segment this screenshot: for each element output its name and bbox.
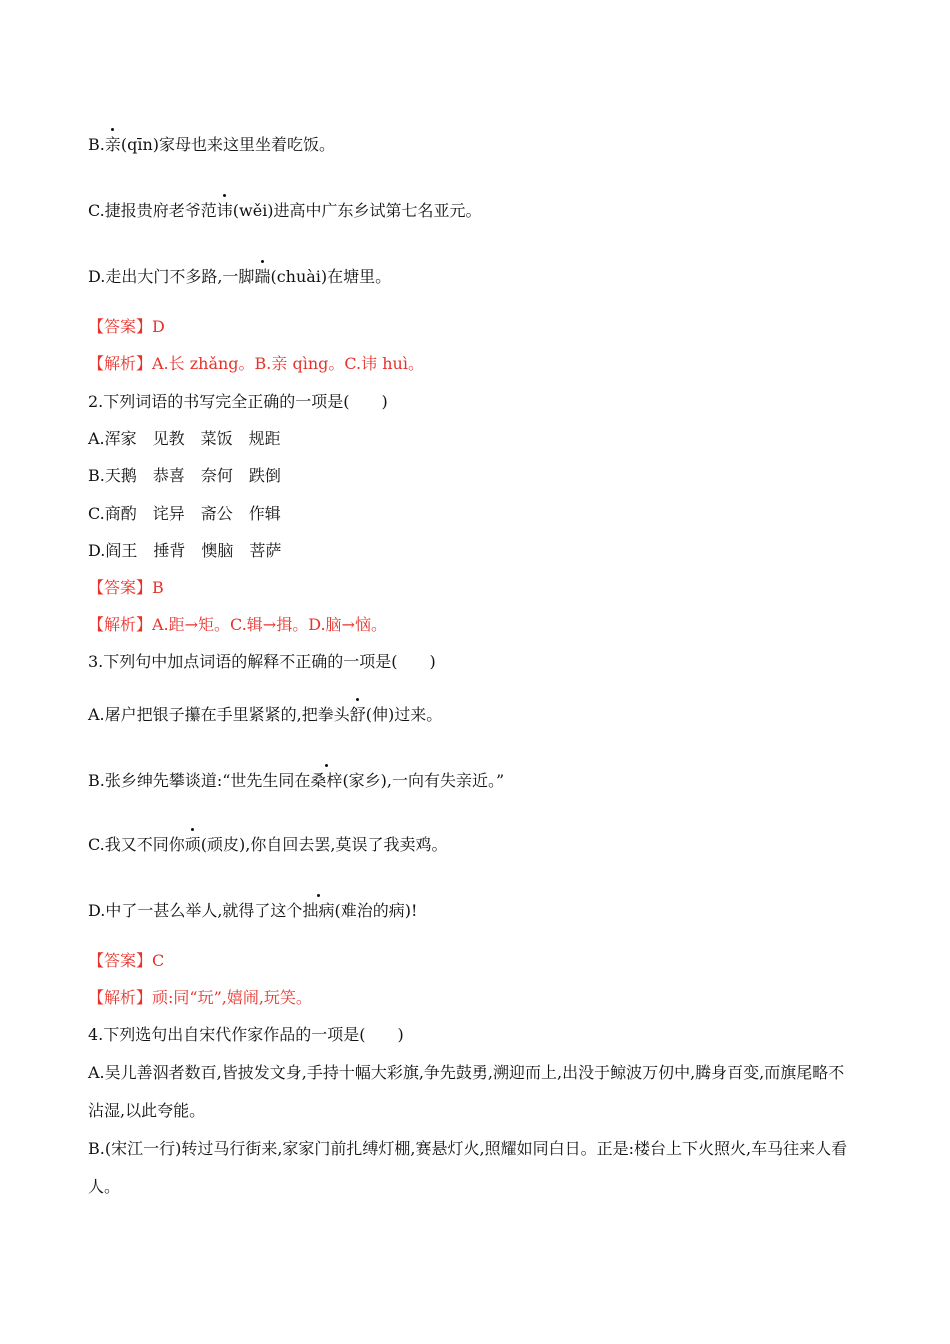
q4-question: 4.下列选句出自宋代作家作品的一项是( ) xyxy=(88,1025,404,1044)
option-text: (顽皮),你自回去罢,莫误了我卖鸡。 xyxy=(200,835,448,854)
dotted-char: 顽 xyxy=(184,835,201,854)
dotted-char: 桑梓 xyxy=(310,771,343,790)
q3-analysis: 【解析】顽:同“玩”,嬉闹,玩笑。 xyxy=(88,988,312,1007)
option-text: (chuài)在塘里。 xyxy=(270,267,392,286)
q1-analysis: 【解析】A.长 zhǎng。B.亲 qìng。C.讳 huì。 xyxy=(88,354,424,373)
dotted-char: 讳 xyxy=(216,201,233,220)
q3-option-d xyxy=(88,900,417,922)
option-text: D.中了一甚么举人,就得了这个 xyxy=(88,901,303,920)
option-text: B. xyxy=(88,135,105,154)
option-text: D.走出大门不多路,一脚 xyxy=(88,267,255,286)
q2-option-b: B.天鹅 恭喜 奈何 跌倒 xyxy=(88,466,281,485)
q1-option-b xyxy=(88,134,335,156)
q2-answer: 【答案】B xyxy=(88,578,164,597)
q3-question: 3.下列句中加点词语的解释不正确的一项是( ) xyxy=(88,652,436,671)
q2-analysis: 【解析】A.距→矩。C.辑→揖。D.脑→恼。 xyxy=(88,615,387,634)
dotted-char: 舒 xyxy=(349,705,366,724)
option-text: (qīn)家母也来这里坐着吃饭。 xyxy=(120,135,336,154)
q3-option-c xyxy=(88,834,447,856)
q2-option-a: A.浑家 见教 菜饭 规距 xyxy=(88,429,281,448)
option-text: (家乡),一向有失亲近。” xyxy=(342,771,505,790)
q1-answer: 【答案】D xyxy=(88,317,165,336)
option-text: C.捷报贵府老爷范 xyxy=(88,201,217,220)
q4-option-a: A.吴儿善泅者数百,皆披发文身,手持十幅大彩旗,争先鼓勇,溯迎而上,出没于鲸波万仞中,腾身百变,而旗尾略不沾湿,以此夸能。 xyxy=(88,1063,845,1120)
option-text: A.屠户把银子攥在手里紧紧的,把拳头 xyxy=(88,705,350,724)
option-text: C.我又不同你 xyxy=(88,835,185,854)
dotted-char: 踹 xyxy=(254,267,271,286)
option-text: (难治的病)! xyxy=(334,901,418,920)
q4-option-b: B.(宋江一行)转过马行街来,家家门前扎缚灯棚,赛悬灯火,照耀如同白日。正是:楼台上下火照火,车马往来人看人。 xyxy=(88,1139,848,1196)
dotted-char: 亲 xyxy=(104,135,121,154)
q2-question: 2.下列词语的书写完全正确的一项是( ) xyxy=(88,392,388,411)
q3-option-a xyxy=(88,704,442,726)
q1-option-c xyxy=(88,200,482,222)
option-text: (伸)过来。 xyxy=(365,705,443,724)
q2-option-c: C.商酌 诧异 斋公 作辑 xyxy=(88,504,281,523)
option-text: (wěi)进高中广东乡试第七名亚元。 xyxy=(232,201,482,220)
q3-answer: 【答案】C xyxy=(88,951,165,970)
dotted-char: 拙病 xyxy=(302,901,335,920)
q3-option-b xyxy=(88,770,504,792)
option-text: B.张乡绅先攀谈道:“世先生同在 xyxy=(88,771,311,790)
q1-option-d xyxy=(88,266,391,288)
q2-option-d: D.阎王 捶背 懊脑 菩萨 xyxy=(88,541,282,560)
